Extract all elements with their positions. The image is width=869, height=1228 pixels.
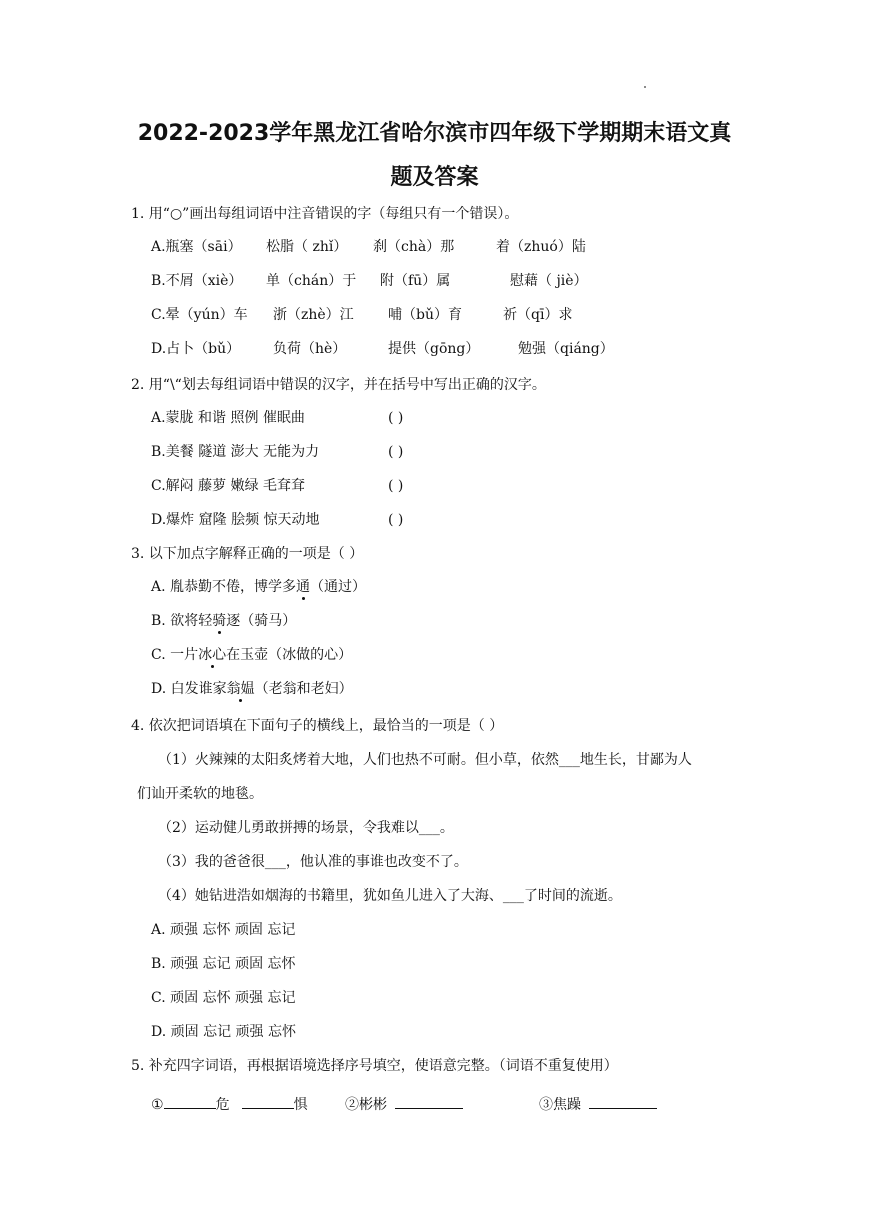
q5-item1-end-char: 惧 bbox=[293, 1097, 308, 1113]
q3-a-dotted-char: 通 bbox=[296, 579, 311, 595]
q3-option-b bbox=[151, 612, 296, 630]
q3-d-dotted-chars: 翁媪 bbox=[226, 681, 255, 697]
q5-item1-number: ① bbox=[151, 1097, 164, 1113]
q4-stem: 4. 依次把词语填在下面句子的横线上，最恰当的一项是（ ） bbox=[131, 718, 504, 734]
q3-stem: 3. 以下加点字解释正确的一项是（ ） bbox=[131, 546, 364, 562]
q3-option-d bbox=[151, 680, 353, 698]
q4-option-a: A. 顽强 忘怀 顽固 忘记 bbox=[151, 922, 296, 938]
q2-a-answer-paren: ( ) bbox=[388, 410, 404, 426]
q2-stem: 2. 用“\“划去每组词语中错误的汉字，并在括号中写出正确的汉字。 bbox=[131, 377, 546, 393]
q1-d-item4: 勉强（qiáng） bbox=[518, 341, 614, 357]
q5-item3-label: ③焦躁 bbox=[539, 1097, 581, 1113]
q4-sentence3: （3）我的爸爸很___，他认准的事谁也改变不了。 bbox=[158, 854, 468, 870]
q2-option-c: C.解闷 藤萝 嫩绿 毛耷耷 bbox=[151, 478, 306, 494]
q4-option-d: D. 顽固 忘记 顽强 忘怀 bbox=[151, 1024, 296, 1040]
q5-stem: 5. 补充四字词语，再根据语境选择序号填空，使语意完整。（词语不重复使用） bbox=[131, 1058, 618, 1074]
q1-c-item4: 祈（qī）求 bbox=[503, 307, 573, 323]
q4-sentence4: （4）她钻进浩如烟海的书籍里，犹如鱼儿进入了大海、___了时间的流逝。 bbox=[158, 888, 622, 904]
q2-b-answer-paren: ( ) bbox=[388, 444, 404, 460]
q3-c-dotted-chars: 冰心 bbox=[198, 647, 227, 663]
q1-b-item4: 慰藉（ jiè） bbox=[510, 273, 588, 289]
q2-c-answer-paren: ( ) bbox=[388, 478, 404, 494]
q1-c-item3: 哺（bǔ）育 bbox=[388, 307, 462, 323]
q5-item2-blank[interactable] bbox=[395, 1094, 463, 1109]
q2-option-a: A.蒙胧 和谐 照例 催眠曲 bbox=[151, 410, 305, 426]
q1-a-item1: A.瓶塞（sāi） bbox=[151, 239, 242, 255]
q3-a-pre: A. 胤恭勤不倦，博学多 bbox=[151, 579, 297, 595]
q1-a-item4: 着（zhuó）陆 bbox=[496, 239, 586, 255]
q5-item3 bbox=[539, 1094, 657, 1114]
page-dot bbox=[644, 86, 646, 88]
q5-item2 bbox=[345, 1094, 463, 1114]
q5-item1-char: 危 bbox=[215, 1097, 230, 1113]
q1-d-item1: D.占卜（bǔ） bbox=[151, 341, 241, 357]
q1-c-item2: 浙（zhè）江 bbox=[273, 307, 354, 323]
q1-a-item2: 松脂（ zhǐ） bbox=[266, 239, 348, 255]
q5-item2-label: ②彬彬 bbox=[345, 1097, 387, 1113]
q2-d-answer-paren: ( ) bbox=[388, 512, 404, 528]
page-title-line2: 题及答案 bbox=[390, 165, 479, 190]
q3-c-post: 在玉壶（冰做的心） bbox=[226, 647, 353, 663]
q3-a-post: （通过） bbox=[310, 579, 367, 595]
q5-item1-blank1[interactable] bbox=[164, 1094, 216, 1109]
q3-b-dotted-char: 骑 bbox=[212, 613, 227, 629]
q3-c-pre: C. 一片 bbox=[151, 647, 199, 663]
q1-b-item2: 单（chán）于 bbox=[266, 273, 357, 289]
q3-d-pre: D. 白发谁家 bbox=[151, 681, 227, 697]
q1-a-item3: 刹（chà）那 bbox=[373, 239, 455, 255]
q4-sentence1-line1: （1）火辣辣的太阳炙烤着大地，人们也热不可耐。但小草，依然___地生长，甘鄙为人 bbox=[158, 752, 692, 768]
q4-option-c: C. 顽固 忘怀 顽强 忘记 bbox=[151, 990, 296, 1006]
q3-b-post: 逐（骑马） bbox=[226, 613, 297, 629]
q1-c-item1: C.晕（yún）车 bbox=[151, 307, 248, 323]
q4-option-b: B. 顽强 忘记 顽固 忘怀 bbox=[151, 956, 296, 972]
q1-b-item3: 附（fū）属 bbox=[380, 273, 451, 289]
q2-option-d: D.爆炸 窟隆 脍频 惊天动地 bbox=[151, 512, 320, 528]
q3-option-a bbox=[151, 578, 366, 596]
q5-item1-blank2[interactable] bbox=[242, 1094, 294, 1109]
q1-d-item3: 提供（gōng） bbox=[388, 341, 480, 357]
q3-d-post: （老翁和老妇） bbox=[254, 681, 353, 697]
q3-option-c bbox=[151, 646, 352, 664]
q2-option-b: B.美餐 隧道 澎大 无能为力 bbox=[151, 444, 320, 460]
q3-b-pre: B. 欲将轻 bbox=[151, 613, 213, 629]
q5-item3-blank[interactable] bbox=[589, 1094, 657, 1109]
q5-item1 bbox=[151, 1094, 308, 1114]
page-title-line1: 2022-2023学年黑龙江省哈尔滨市四年级下学期期末语文真 bbox=[137, 121, 732, 146]
q1-b-item1: B.不屑（xiè） bbox=[151, 273, 243, 289]
q4-sentence2: （2）运动健儿勇敢拼搏的场景，令我难以___。 bbox=[158, 820, 454, 836]
q1-stem: 1. 用“○”画出每组词语中注音错误的字（每组只有一个错误）。 bbox=[131, 206, 519, 222]
q4-sentence1-line2: 们讪开柔软的地毯。 bbox=[137, 786, 263, 802]
q1-d-item2: 负荷（hè） bbox=[273, 341, 347, 357]
